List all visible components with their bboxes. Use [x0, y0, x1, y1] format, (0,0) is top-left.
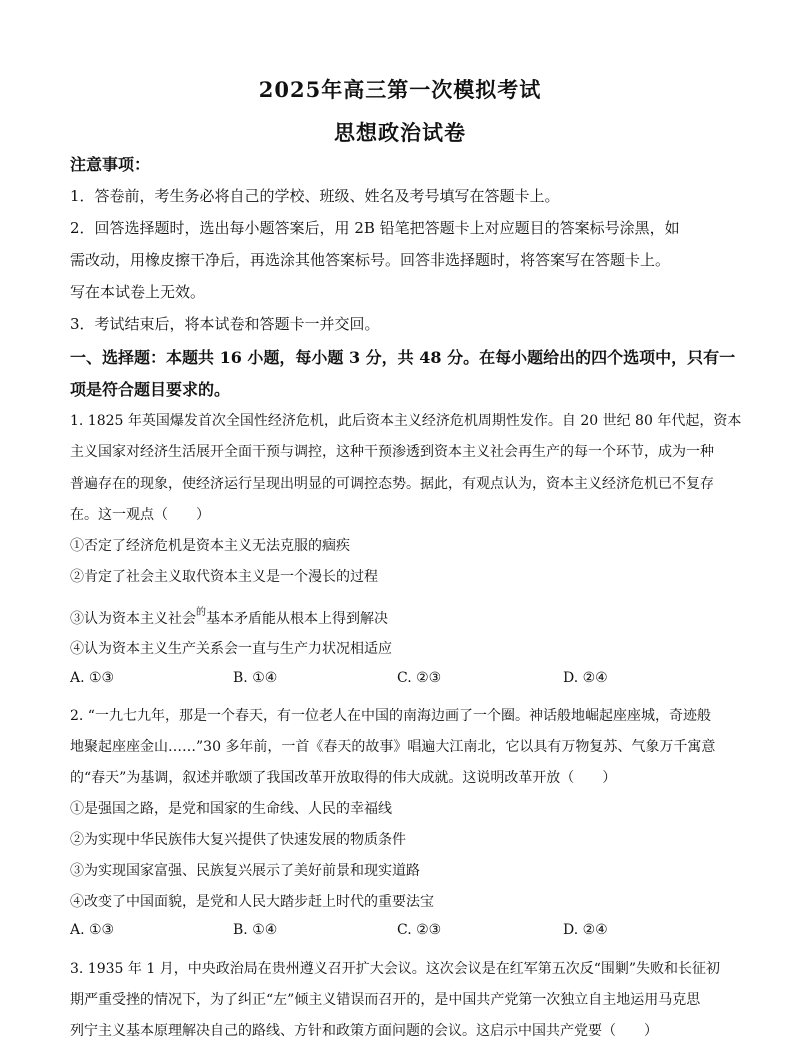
exam-title: 2025年高三第一次模拟考试: [258, 77, 542, 102]
q2-option-a: A. ①③: [70, 922, 115, 938]
q1-statement-3: [70, 603, 735, 628]
q1-stem-line: 普遍存在的现象，使经济运行呈现出明显的可调控态势。据此，有观点认为，资本主义经济危机已不复存: [70, 476, 714, 492]
q1-statement-1: ①否定了经济危机是资本主义无法克服的痼疾: [70, 538, 350, 554]
q1-statement-2: ②肯定了社会主义取代资本主义是一个漫长的过程: [70, 569, 378, 585]
q3-stem-line: 列宁主义基本原理解决自己的路线、方针和政策方面问题的会议。这启示中国共产党要（ ）: [70, 1023, 658, 1039]
q2-statement-3: ③为实现国家富强、民族复兴展示了美好前景和现实道路: [70, 863, 420, 879]
q1-option-a: A. ①③: [70, 670, 115, 686]
section-heading: 一、选择题：本题共 16 小题，每小题 3 分，共 48 分。在每小题给出的四个选项中，只有一: [70, 348, 736, 367]
q2-option-c: C. ②③: [397, 922, 442, 938]
notice-item: 需改动，用橡皮擦干净后，再选涂其他答案标号。回答非选择题时，将答案写在答题卡上。: [70, 251, 671, 269]
section-heading-cont: 项是符合题目要求的。: [70, 380, 231, 399]
q1-statement-3-part-b: 基本矛盾能从根本上得到解决: [206, 611, 388, 627]
q2-statement-2: ②为实现中华民族伟大复兴提供了快速发展的物质条件: [70, 832, 406, 848]
q1-option-d: D. ②④: [563, 670, 608, 686]
q1-option-b: B. ①④: [233, 670, 278, 686]
notice-item: 2．回答选择题时，选出每小题答案后，用 2B 铅笔把答题卡上对应题目的答案标号涂黑，如: [70, 219, 680, 237]
notice-item: 写在本试卷上无效。: [70, 283, 206, 301]
q1-statement-3-sup: 的: [196, 607, 206, 618]
q2-stem-line: 的“春天”为基调，叙述并歌颂了我国改革开放取得的伟大成就。这说明改革开放（ ）: [70, 770, 617, 786]
q1-statement-4: ④认为资本主义生产关系会一直与生产力状况相适应: [70, 641, 392, 657]
q2-option-b: B. ①④: [233, 922, 278, 938]
q2-statement-4: ④改变了中国面貌，是党和人民大踏步赶上时代的重要法宝: [70, 894, 434, 910]
notice-item: 3．考试结束后，将本试卷和答题卡一并交回。: [70, 315, 380, 333]
q2-statement-1: ①是强国之路，是党和国家的生命线、人民的幸福线: [70, 801, 392, 817]
notice-heading: 注意事项：: [70, 155, 151, 174]
q1-statement-3-part-a: ③认为资本主义社会: [70, 611, 196, 627]
q1-stem-line: 主义国家对经济生活展开全面干预与调控，这种干预渗透到资本主义社会再生产的每一个环节，成为一种: [70, 444, 714, 460]
q2-stem-line: 2. “一九七九年，那是一个春天，有一位老人在中国的南海边画了一个圈。神话般地崛起座座城，奇迹般: [70, 708, 711, 724]
q1-stem-line: 在。这一观点（ ）: [70, 507, 210, 523]
notice-item: 1．答卷前，考生务必将自己的学校、班级、姓名及考号填写在答题卡上。: [70, 187, 560, 205]
q3-stem-line: 期严重受挫的情况下，为了纠正“左”倾主义错误而召开的，是中国共产党第一次独立自主地运用马克思: [70, 992, 701, 1008]
exam-subtitle: 思想政治试卷: [334, 120, 466, 145]
q3-stem-line: 3. 1935 年 1 月，中央政治局在贵州遵义召开扩大会议。这次会议是在红军第五次反“围剿”失败和长征初: [70, 961, 721, 977]
q2-stem-line: 地聚起座座金山……”30 多年前，一首《春天的故事》唱遍大江南北，它以具有万物复苏、气象万千寓意: [70, 739, 716, 755]
q1-stem-line: 1. 1825 年英国爆发首次全国性经济危机，此后资本主义经济危机周期性发作。自 20 世纪 80 年代起，资本: [70, 413, 742, 429]
q1-option-c: C. ②③: [397, 670, 442, 686]
q2-option-d: D. ②④: [563, 922, 608, 938]
